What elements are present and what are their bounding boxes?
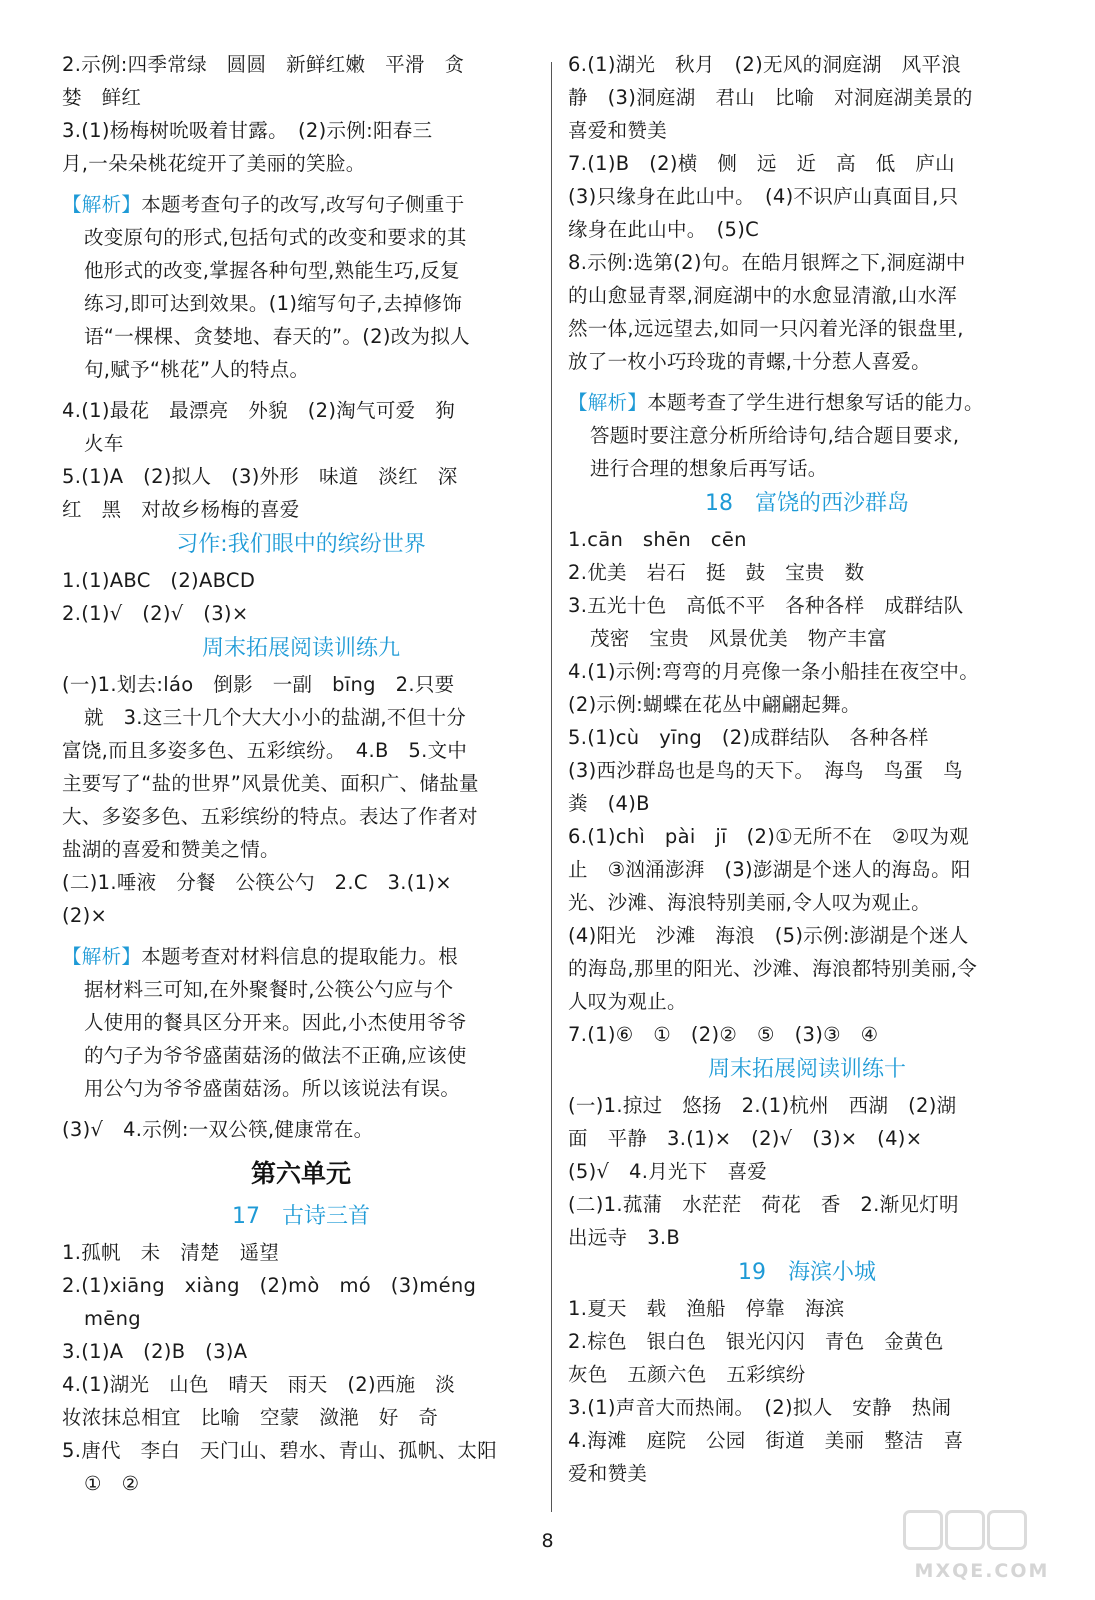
answer-line	[568, 1155, 1046, 1188]
answer-line	[62, 668, 540, 701]
line-text: 18 富饶的西沙群岛	[705, 491, 909, 516]
line-text: (2)示例:蝴蝶在花丛中翩翩起舞。	[568, 693, 861, 716]
line-text: 本题考查句子的改写,改写句子侧重于	[141, 193, 465, 216]
answer-line	[62, 188, 540, 221]
line-text: 人叹为观止。	[568, 990, 687, 1013]
answer-line	[568, 345, 1046, 378]
line-text: 语“一棵棵、贪婪地、春天的”。(2)改为拟人	[84, 325, 470, 348]
answer-line	[568, 147, 1046, 180]
line-text: 1.(1)ABC (2)ABCD	[62, 569, 256, 592]
line-text: 2.棕色 银白色 银光闪闪 青色 金黄色	[568, 1330, 944, 1353]
answer-line	[62, 1434, 540, 1467]
answer-line	[568, 1221, 1046, 1254]
line-text: 他形式的改变,掌握各种句型,熟能生巧,反复	[84, 259, 460, 282]
watermark-box-icon	[987, 1510, 1027, 1550]
answer-line	[568, 952, 1046, 985]
line-text: 5.(1)cù yīng (2)成群结队 各种各样	[568, 726, 929, 749]
line-text: 大、多姿多色、五彩缤纷的特点。表达了作者对	[62, 805, 478, 828]
line-text: (二)1.菰蒲 水茫茫 荷花 香 2.渐见灯明	[568, 1193, 959, 1216]
answer-line	[62, 493, 540, 526]
answer-line	[62, 1236, 540, 1269]
line-text: (2)×	[62, 904, 108, 927]
answer-line	[62, 1113, 540, 1146]
answer-line	[62, 866, 540, 899]
watermark-logo	[897, 1510, 1067, 1582]
section-heading	[568, 1254, 1046, 1292]
answer-line	[62, 1302, 540, 1335]
line-text: 1.夏天 载 渔船 停靠 海滨	[568, 1297, 845, 1320]
answer-line	[568, 985, 1046, 1018]
line-text: 茂密 宝贵 风景优美 物产丰富	[590, 627, 888, 650]
answer-line	[62, 221, 540, 254]
answer-line	[568, 48, 1046, 81]
line-text: 1.孤帆 未 清楚 遥望	[62, 1241, 280, 1264]
answer-line	[568, 820, 1046, 853]
left-column	[62, 48, 540, 1500]
analysis-tag: 【解析】	[62, 193, 142, 216]
line-text: 7.(1)B (2)横 侧 远 近 高 低 庐山	[568, 152, 955, 175]
answer-line	[62, 81, 540, 114]
answer-line	[568, 1358, 1046, 1391]
answer-line	[568, 787, 1046, 820]
line-text: 5.唐代 李白 天门山、碧水、青山、孤帆、太阳	[62, 1439, 498, 1462]
line-text: 盐湖的喜爱和赞美之情。	[62, 838, 280, 861]
line-text: 6.(1)湖光 秋月 (2)无风的洞庭湖 风平浪	[568, 53, 962, 76]
answer-line	[62, 147, 540, 180]
line-text: 2.(1)xiāng xiàng (2)mò mó (3)méng	[62, 1274, 477, 1297]
line-text: 2.(1)√ (2)√ (3)×	[62, 602, 249, 625]
line-text: 句,赋予“桃花”人的特点。	[84, 358, 310, 381]
answer-line	[568, 1424, 1046, 1457]
line-text: 3.(1)A (2)B (3)A	[62, 1340, 248, 1363]
answer-line	[568, 213, 1046, 246]
line-text: 答题时要注意分析所给诗句,结合题目要求,	[590, 424, 960, 447]
line-text: (二)1.唾液 分餐 公筷公勺 2.C 3.(1)×	[62, 871, 452, 894]
answer-line	[62, 287, 540, 320]
line-text: mēng	[84, 1307, 141, 1330]
answer-line	[568, 1391, 1046, 1424]
line-text: 习作:我们眼中的缤纷世界	[176, 532, 426, 557]
answer-line	[62, 1467, 540, 1500]
answer-line	[62, 427, 540, 460]
answer-line	[568, 688, 1046, 721]
section-heading	[62, 630, 540, 668]
answer-line	[568, 1292, 1046, 1325]
answer-line	[568, 1122, 1046, 1155]
line-text: 4.海滩 庭院 公园 街道 美丽 整洁 喜	[568, 1429, 964, 1452]
line-text: 光、沙滩、海浪特别美丽,令人叹为观止。	[568, 891, 931, 914]
answer-line	[62, 1072, 540, 1105]
line-text: (4)阳光 沙滩 海浪 (5)示例:澎湖是个迷人	[568, 924, 969, 947]
line-text: 6.(1)chì pài jī (2)①无所不在 ②叹为观	[568, 825, 970, 848]
line-text: 出远寺 3.B	[568, 1226, 681, 1249]
line-text: 2.示例:四季常绿 圆圆 新鲜红嫩 平滑 贪	[62, 53, 465, 76]
answer-line	[62, 1401, 540, 1434]
line-text: 7.(1)⑥ ① (2)② ⑤ (3)③ ④	[568, 1023, 879, 1046]
analysis-tag: 【解析】	[62, 945, 142, 968]
answer-line	[568, 81, 1046, 114]
answer-line	[62, 940, 540, 973]
answer-line	[568, 452, 1046, 485]
watermark-text: MXQE.COM	[914, 1560, 1050, 1582]
line-text: 爱和赞美	[568, 1462, 648, 1485]
spacer	[62, 932, 540, 940]
answer-line	[62, 701, 540, 734]
section-heading	[62, 1198, 540, 1236]
answer-line	[568, 312, 1046, 345]
section-heading	[62, 526, 540, 564]
answer-line	[568, 1457, 1046, 1490]
line-text: 3.(1)声音大而热闹。 (2)拟人 安静 热闹	[568, 1396, 952, 1419]
answer-line	[568, 622, 1046, 655]
spacer	[62, 180, 540, 188]
answer-line	[62, 320, 540, 353]
answer-line	[62, 1269, 540, 1302]
answer-line	[62, 564, 540, 597]
answer-line	[568, 279, 1046, 312]
line-text: 缘身在此山中。 (5)C	[568, 218, 760, 241]
line-text: 婪 鲜红	[62, 86, 142, 109]
answer-line	[568, 246, 1046, 279]
line-text: 然一体,远远望去,如同一只闪着光泽的银盘里,	[568, 317, 964, 340]
spacer	[62, 386, 540, 394]
line-text: 据材料三可知,在外聚餐时,公筷公勺应与个	[84, 978, 454, 1001]
answer-line	[62, 973, 540, 1006]
answer-line	[62, 899, 540, 932]
answer-line	[568, 1018, 1046, 1051]
answer-line	[568, 589, 1046, 622]
line-text: 本题考查对材料信息的提取能力。根	[141, 945, 459, 968]
line-text: ① ②	[84, 1472, 140, 1495]
answer-line	[568, 853, 1046, 886]
section-heading	[568, 1051, 1046, 1089]
answer-line	[568, 754, 1046, 787]
answer-line	[568, 919, 1046, 952]
answer-line	[62, 460, 540, 493]
answer-line	[62, 1335, 540, 1368]
line-text: 19 海滨小城	[738, 1260, 876, 1285]
answer-line	[62, 597, 540, 630]
line-text: 第六单元	[250, 1159, 351, 1188]
line-text: (3)西沙群岛也是鸟的天下。 海鸟 鸟蛋 鸟	[568, 759, 963, 782]
line-text: 进行合理的想象后再写话。	[590, 457, 828, 480]
line-text: 人使用的餐具区分开来。因此,小杰使用爷爷	[84, 1011, 467, 1034]
line-text: 3.五光十色 高低不平 各种各样 成群结队	[568, 594, 964, 617]
answer-line	[568, 1089, 1046, 1122]
analysis-tag: 【解析】	[568, 391, 648, 414]
answer-line	[568, 1188, 1046, 1221]
line-text: 的山愈显青翠,洞庭湖中的水愈显清澈,山水浑	[568, 284, 958, 307]
spacer	[568, 378, 1046, 386]
answer-line	[568, 419, 1046, 452]
line-text: 放了一枚小巧玲珑的青螺,十分惹人喜爱。	[568, 350, 931, 373]
page-number: 8	[541, 1530, 554, 1552]
answer-line	[62, 1368, 540, 1401]
line-text: 粪 (4)B	[568, 792, 650, 815]
line-text: 1.cān shēn cēn	[568, 528, 747, 551]
answer-line	[62, 833, 540, 866]
line-text: 用公勺为爷爷盛菌菇汤。所以该说法有误。	[84, 1077, 461, 1100]
line-text: 灰色 五颜六色 五彩缤纷	[568, 1363, 806, 1386]
answer-line	[568, 886, 1046, 919]
line-text: 富饶,而且多姿多色、五彩缤纷。 4.B 5.文中	[62, 739, 468, 762]
right-column	[568, 48, 1046, 1490]
line-text: 主要写了“盐的世界”风景优美、面积广、储盐量	[62, 772, 479, 795]
line-text: (一)1.划去:láo 倒影 一副 bīng 2.只要	[62, 673, 455, 696]
watermark-box-icon	[903, 1510, 943, 1550]
answer-line	[62, 1039, 540, 1072]
answer-line	[568, 386, 1046, 419]
answer-line	[62, 800, 540, 833]
line-text: (3)√ 4.示例:一双公筷,健康常在。	[62, 1118, 374, 1141]
line-text: 练习,即可达到效果。(1)缩写句子,去掉修饰	[84, 292, 463, 315]
column-divider	[551, 62, 552, 1512]
answer-line	[62, 254, 540, 287]
watermark-box-icon	[945, 1510, 985, 1550]
line-text: 的勺子为爷爷盛菌菇汤的做法不正确,应该使	[84, 1044, 467, 1067]
unit-heading	[62, 1150, 540, 1198]
line-text: 火车	[84, 432, 124, 455]
answer-line	[568, 655, 1046, 688]
answer-line	[62, 1006, 540, 1039]
line-text: 3.(1)杨梅树吮吸着甘露。 (2)示例:阳春三	[62, 119, 433, 142]
answer-line	[62, 734, 540, 767]
answer-line	[568, 523, 1046, 556]
answer-line	[62, 353, 540, 386]
line-text: 周末拓展阅读训练九	[201, 636, 400, 661]
line-text: 就 3.这三十几个大大小小的盐湖,不但十分	[84, 706, 467, 729]
answer-line	[62, 767, 540, 800]
line-text: 月,一朵朵桃花绽开了美丽的笑脸。	[62, 152, 366, 175]
line-text: 静 (3)洞庭湖 君山 比喻 对洞庭湖美景的	[568, 86, 973, 109]
answer-line	[568, 721, 1046, 754]
line-text: (5)√ 4.月光下 喜爱	[568, 1160, 768, 1183]
line-text: 17 古诗三首	[232, 1204, 370, 1229]
answer-line	[62, 394, 540, 427]
answer-line	[62, 48, 540, 81]
answer-line	[62, 114, 540, 147]
line-text: 4.(1)湖光 山色 晴天 雨天 (2)西施 淡	[62, 1373, 456, 1396]
line-text: 4.(1)示例:弯弯的月亮像一条小船挂在夜空中。	[568, 660, 979, 683]
line-text: (3)只缘身在此山中。 (4)不识庐山真面目,只	[568, 185, 959, 208]
line-text: 周末拓展阅读训练十	[707, 1057, 906, 1082]
line-text: 面 平静 3.(1)× (2)√ (3)× (4)×	[568, 1127, 923, 1150]
line-text: 2.优美 岩石 挺 鼓 宝贵 数	[568, 561, 865, 584]
line-text: 止 ③汹涌澎湃 (3)澎湖是个迷人的海岛。阳	[568, 858, 971, 881]
answer-line	[568, 556, 1046, 589]
answer-line	[568, 114, 1046, 147]
answer-line	[568, 1325, 1046, 1358]
line-text: 8.示例:选第(2)句。在皓月银辉之下,洞庭湖中	[568, 251, 966, 274]
line-text: 红 黑 对故乡杨梅的喜爱	[62, 498, 300, 521]
line-text: 的海岛,那里的阳光、沙滩、海浪都特别美丽,令	[568, 957, 977, 980]
line-text: 改变原句的形式,包括句式的改变和要求的其	[84, 226, 467, 249]
line-text: 4.(1)最花 最漂亮 外貌 (2)淘气可爱 狗	[62, 399, 456, 422]
line-text: 本题考查了学生进行想象写话的能力。	[647, 391, 984, 414]
line-text: 妆浓抹总相宜 比喻 空蒙 潋滟 好 奇	[62, 1406, 439, 1429]
line-text: (一)1.掠过 悠扬 2.(1)杭州 西湖 (2)湖	[568, 1094, 957, 1117]
line-text: 5.(1)A (2)拟人 (3)外形 味道 淡红 深	[62, 465, 458, 488]
answer-line	[568, 180, 1046, 213]
line-text: 喜爱和赞美	[568, 119, 668, 142]
section-heading	[568, 485, 1046, 523]
spacer	[62, 1105, 540, 1113]
